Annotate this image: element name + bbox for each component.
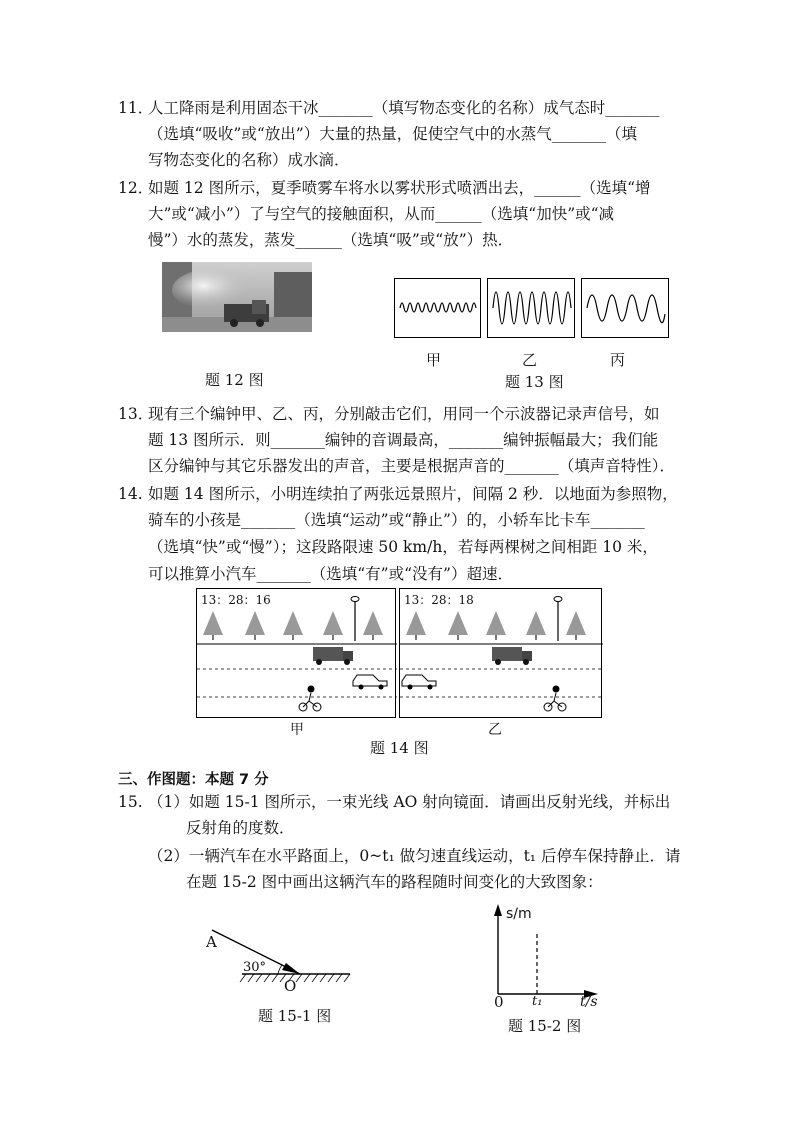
mirror-reflection-diagram (200, 920, 360, 1000)
section3-title: 三、作图题：本题 7 分 (118, 772, 269, 788)
q15-number: 15. (118, 793, 143, 811)
fig15-1-angle: 30° (243, 960, 267, 975)
fig15-2-t1: t₁ (532, 994, 543, 1009)
fig12-caption: 题 12 图 (205, 371, 264, 389)
oscilloscope-panel-yi (487, 278, 575, 338)
q14-number: 14. (118, 485, 143, 503)
fig14-time-yi: 13：28：18 (404, 593, 474, 607)
road-scene-jia (197, 589, 397, 719)
fig14-label-jia: 甲 (290, 722, 304, 738)
q14-line-2: 骑车的小孩是_______（选填“运动”或“静止”）的，小轿车比卡车_______ (148, 511, 645, 529)
fig15-1-point-a: A (206, 933, 217, 951)
q15-part2-line-2: 在题 15-2 图中画出这辆汽车的路程随时间变化的大致图象： (186, 873, 603, 891)
q15-part2-line-1: （2）一辆汽车在水平路面上，0~t₁ 做匀速直线运动，t₁ 后停车保持静止．请 (148, 847, 681, 865)
fig14-caption: 题 14 图 (370, 739, 429, 757)
q11-line-3: 写物态变化的名称）成水滴． (148, 151, 350, 169)
fig14-time-jia: 13：28：16 (201, 593, 271, 607)
fig15-2-y-label: s/m (506, 906, 532, 922)
q13-number: 13． (118, 405, 154, 423)
fig15-1-point-o: O (284, 977, 297, 995)
q15-part1-line-1: （1）如题 15-1 图所示，一束光线 AO 射向镜面．请画出反射光线，并标出 (148, 793, 671, 811)
q15-part1-line-2: 反射角的度数． (186, 819, 295, 837)
q13-line-3: 区分编钟与其它乐器发出的声音，主要是根据声音的_______（填声音特性）． (148, 457, 676, 475)
q11-number: 11． (118, 99, 154, 117)
q11-line-2: （选填“吸收”或“放出”）大量的热量，促使空气中的水蒸气_______（填 (148, 125, 637, 143)
q12-line-2: 大”或“减小”）了与空气的接触面积，从而______（选填“加快”或“减 (148, 205, 615, 223)
q11-line-1: 人工降雨是利用固态干冰_______（填写物态变化的名称）成气态时_______ (148, 99, 660, 117)
fig14-panel-yi (399, 588, 602, 738)
fig15-2-origin: 0 (494, 993, 504, 1011)
q14-line-3: （选填“快”或“慢”）；这段路限速 50 km/h，若每两棵树之间相距 10 米， (148, 538, 658, 556)
fig13-caption: 题 13 图 (505, 373, 564, 391)
fig13-label-bing: 丙 (610, 351, 626, 369)
oscilloscope-panel-bing (581, 278, 669, 338)
oscilloscope-panel-jia (394, 278, 481, 338)
spray-truck-photo (162, 262, 312, 332)
q13-line-2: 题 13 图所示．则_______编钟的音调最高，_______编钟振幅最大；我们能 (148, 431, 659, 449)
q12-line-1: 如题 12 图所示，夏季喷雾车将水以雾状形式喷洒出去，______（选填“增 (148, 179, 651, 197)
fig14-panel-jia (196, 588, 396, 738)
fig15-1-caption: 题 15-1 图 (258, 1007, 332, 1025)
fig15-2-caption: 题 15-2 图 (508, 1017, 582, 1035)
q13-line-1: 现有三个编钟甲、乙、丙，分别敲击它们，用同一个示波器记录声信号，如 (148, 405, 660, 423)
q12-line-3: 慢”）水的蒸发，蒸发______（选填“吸”或“放”）热． (148, 231, 514, 249)
fig13-label-jia: 甲 (426, 351, 442, 369)
fig14-label-yi: 乙 (488, 722, 502, 738)
fig15-2-x-label: t/s (580, 994, 598, 1010)
q14-line-4: 可以推算小汽车_______（选填“有”或“没有”）超速． (148, 565, 513, 583)
q14-line-1: 如题 14 图所示，小明连续拍了两张远景照片，间隔 2 秒．以地面为参照物， (148, 485, 678, 503)
road-scene-yi (400, 589, 603, 719)
fig13-label-yi: 乙 (522, 351, 538, 369)
q12-number: 12． (118, 179, 154, 197)
